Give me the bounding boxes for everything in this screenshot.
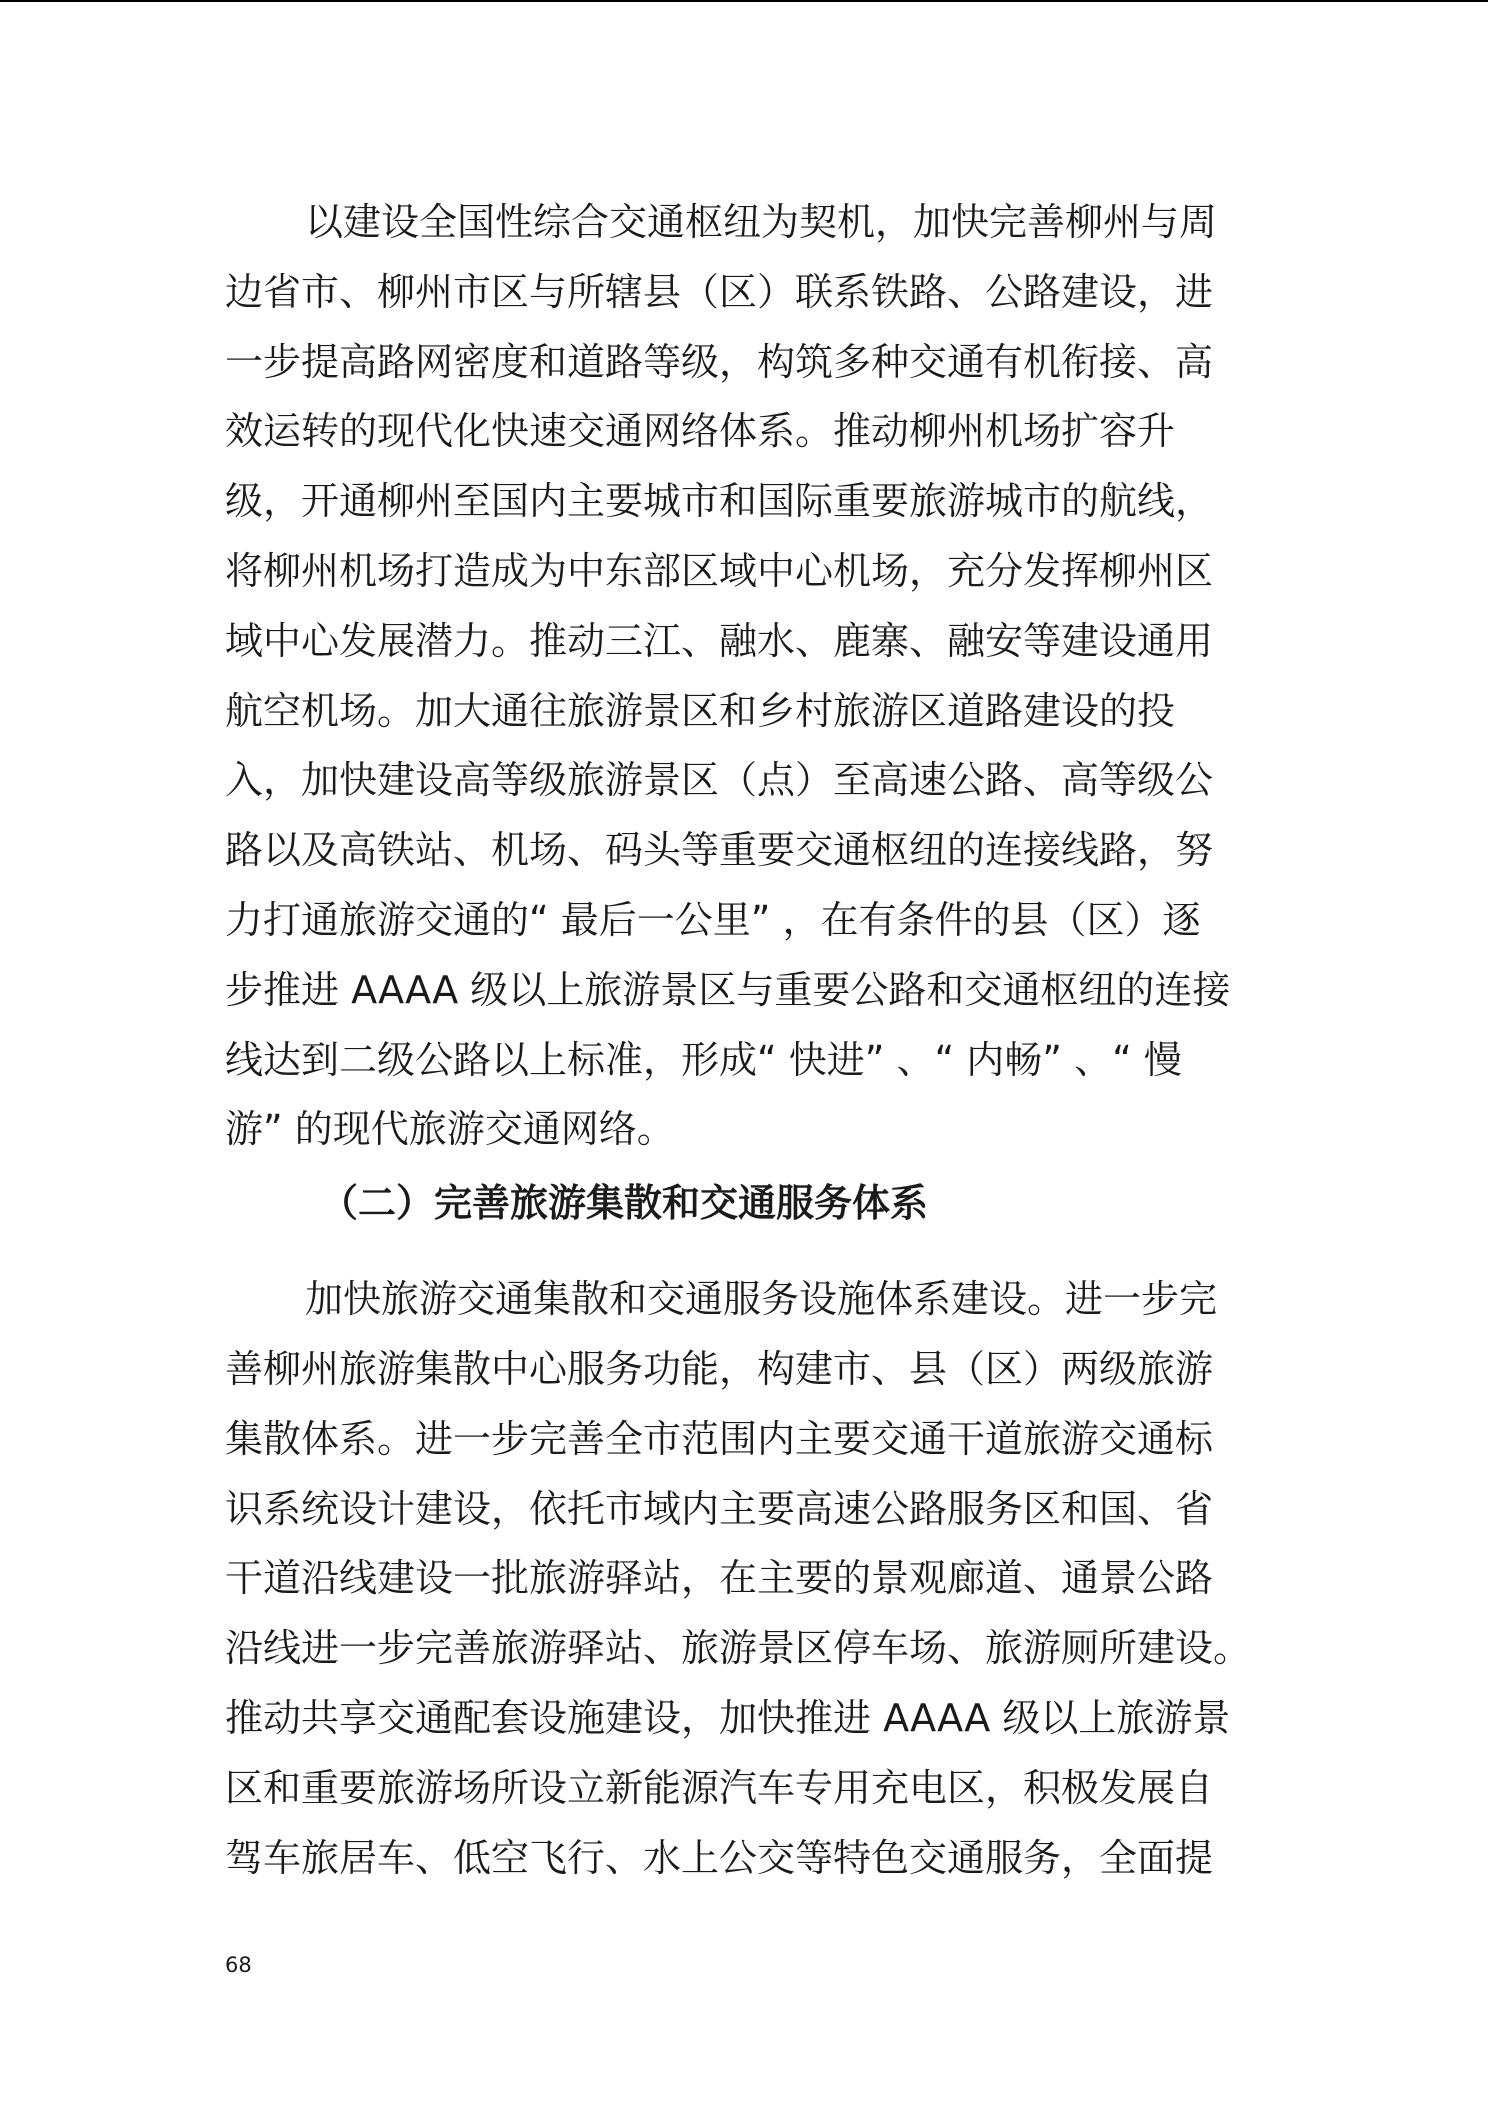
paragraph-line: 区和重要旅游场所设立新能源汽车专用充电区，积极发展自 xyxy=(225,1765,1214,1810)
paragraph-transport-network xyxy=(225,188,1265,1165)
paragraph-line: 识系统设计建设，依托市域内主要高速公路服务区和国、省 xyxy=(225,1486,1214,1531)
paragraph-line: 域中心发展潜力。推动三江、融水、鹿寨、融安等建设通用 xyxy=(225,618,1214,663)
paragraph-line: 效运转的现代化快速交通网络体系。推动柳州机场扩容升 xyxy=(225,409,1176,454)
paragraph-line: 入，加快建设高等级旅游景区（点）至高速公路、高等级公 xyxy=(225,758,1214,803)
paragraph-line: 以建设全国性综合交通枢纽为契机，加快完善柳州与周 xyxy=(305,200,1218,244)
paragraph-line: 边省市、柳州市区与所辖县（区）联系铁路、公路建设，进 xyxy=(225,269,1214,314)
paragraph-line: 游” 的现代旅游交通网络。 xyxy=(225,1107,675,1152)
paragraph-line: 将柳州机场打造成为中东部区域中心机场，充分发挥柳州区 xyxy=(225,548,1214,593)
document-body xyxy=(225,188,1265,1893)
paragraph-line: 沿线进一步完善旅游驿站、旅游景区停车场、旅游厕所建设。 xyxy=(225,1626,1252,1671)
paragraph-line: 干道沿线建设一批旅游驿站，在主要的景观廊道、通景公路 xyxy=(225,1556,1214,1601)
page-number: 68 xyxy=(225,1953,252,1977)
paragraph-tourism-services xyxy=(225,1265,1265,1893)
paragraph-line: 一步提高路网密度和道路等级，构筑多种交通有机衔接、高 xyxy=(225,339,1214,384)
paragraph-line: 力打通旅游交通的“ 最后一公里” ，在有条件的县（区）逐 xyxy=(225,897,1201,942)
paragraph-line: 驾车旅居车、低空飞行、水上公交等特色交通服务，全面提 xyxy=(225,1835,1214,1880)
section-heading: （二）完善旅游集散和交通服务体系 xyxy=(320,1181,929,1226)
paragraph-line: 善柳州旅游集散中心服务功能，构建市、县（区）两级旅游 xyxy=(225,1346,1214,1391)
paragraph-line: 级，开通柳州至国内主要城市和国际重要旅游城市的航线， xyxy=(225,479,1214,524)
paragraph-line: 集散体系。进一步完善全市范围内主要交通干道旅游交通标 xyxy=(225,1416,1214,1461)
paragraph-line: 推动共享交通配套设施建设，加快推进 AAAA 级以上旅游景 xyxy=(225,1695,1231,1740)
paragraph-line: 线达到二级公路以上标准，形成“ 快进” 、“ 内畅” 、“ 慢 xyxy=(225,1037,1182,1082)
page-top-border xyxy=(0,0,1488,2)
paragraph-line: 路以及高铁站、机场、码头等重要交通枢纽的连接线路，努 xyxy=(225,828,1214,873)
paragraph-line: 步推进 AAAA 级以上旅游景区与重要公路和交通枢纽的连接 xyxy=(225,967,1231,1012)
paragraph-line: 航空机场。加大通往旅游景区和乡村旅游区道路建设的投 xyxy=(225,688,1176,733)
paragraph-line: 加快旅游交通集散和交通服务设施体系建设。进一步完 xyxy=(305,1277,1218,1322)
